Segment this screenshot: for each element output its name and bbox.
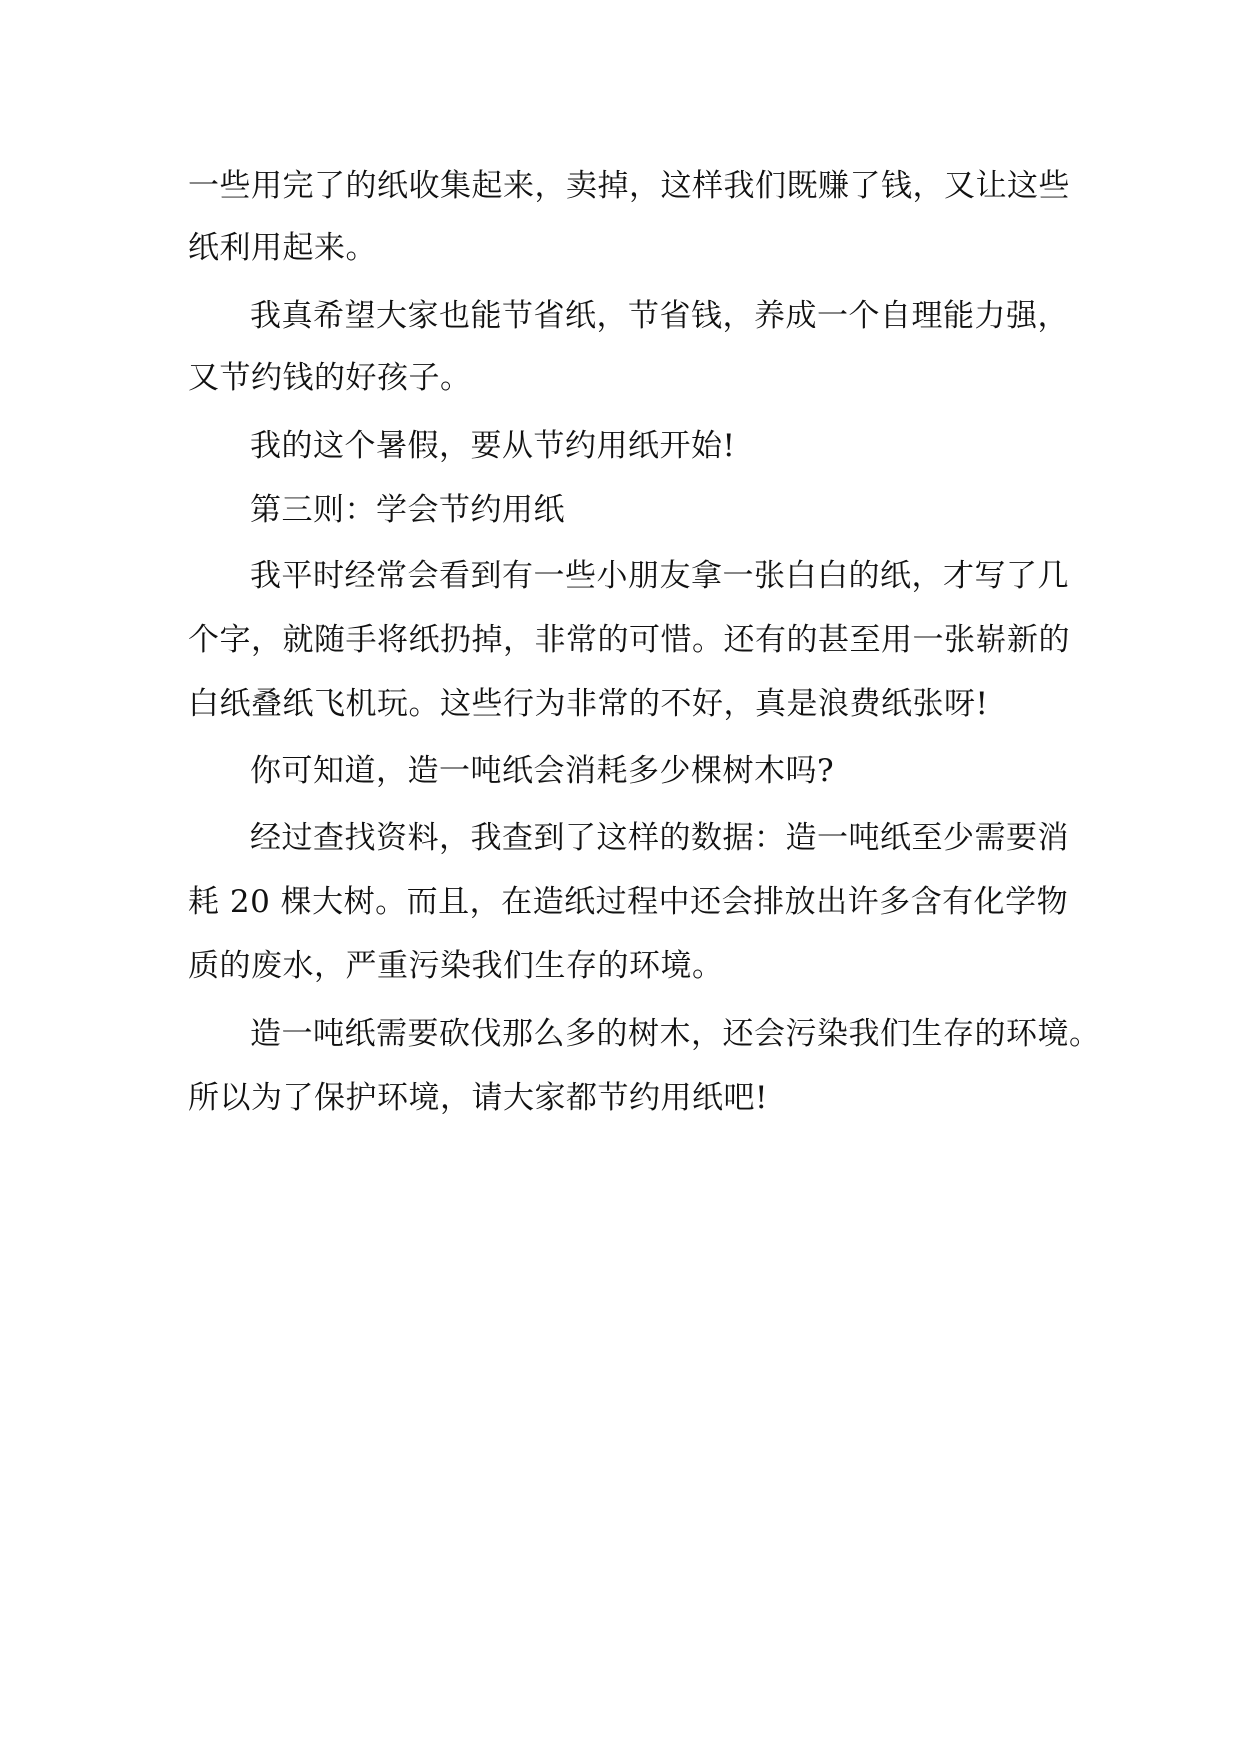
- paragraph-line: 你可知道，造一吨纸会消耗多少棵树木吗?: [250, 753, 835, 789]
- section-heading: 第三则：学会节约用纸: [250, 492, 565, 528]
- text-line: 耗 20 棵大树。而且，在造纸过程中还会排放出许多含有化学物: [188, 884, 1069, 920]
- paragraph-line: 经过查找资料，我查到了这样的数据：造一吨纸至少需要消: [250, 820, 1069, 856]
- text-line: 所以为了保护环境，请大家都节约用纸吧!: [188, 1080, 768, 1116]
- text-line: 一些用完了的纸收集起来，卖掉，这样我们既赚了钱，又让这些: [188, 168, 1070, 204]
- paragraph-line: 造一吨纸需要砍伐那么多的树木，还会污染我们生存的环境。: [250, 1016, 1101, 1052]
- text-line: 纸利用起来。: [188, 230, 377, 266]
- text-line: 个字，就随手将纸扔掉，非常的可惜。还有的甚至用一张崭新的: [188, 622, 1070, 658]
- paragraph-line: 我真希望大家也能节省纸，节省钱，养成一个自理能力强，: [250, 298, 1069, 334]
- text-line: 白纸叠纸飞机玩。这些行为非常的不好，真是浪费纸张呀!: [188, 686, 989, 722]
- text-line: 质的废水，严重污染我们生存的环境。: [188, 948, 724, 984]
- text-line: 又节约钱的好孩子。: [188, 360, 472, 396]
- paragraph-line: 我的这个暑假，要从节约用纸开始!: [250, 428, 736, 464]
- paragraph-line: 我平时经常会看到有一些小朋友拿一张白白的纸，才写了几: [250, 558, 1069, 594]
